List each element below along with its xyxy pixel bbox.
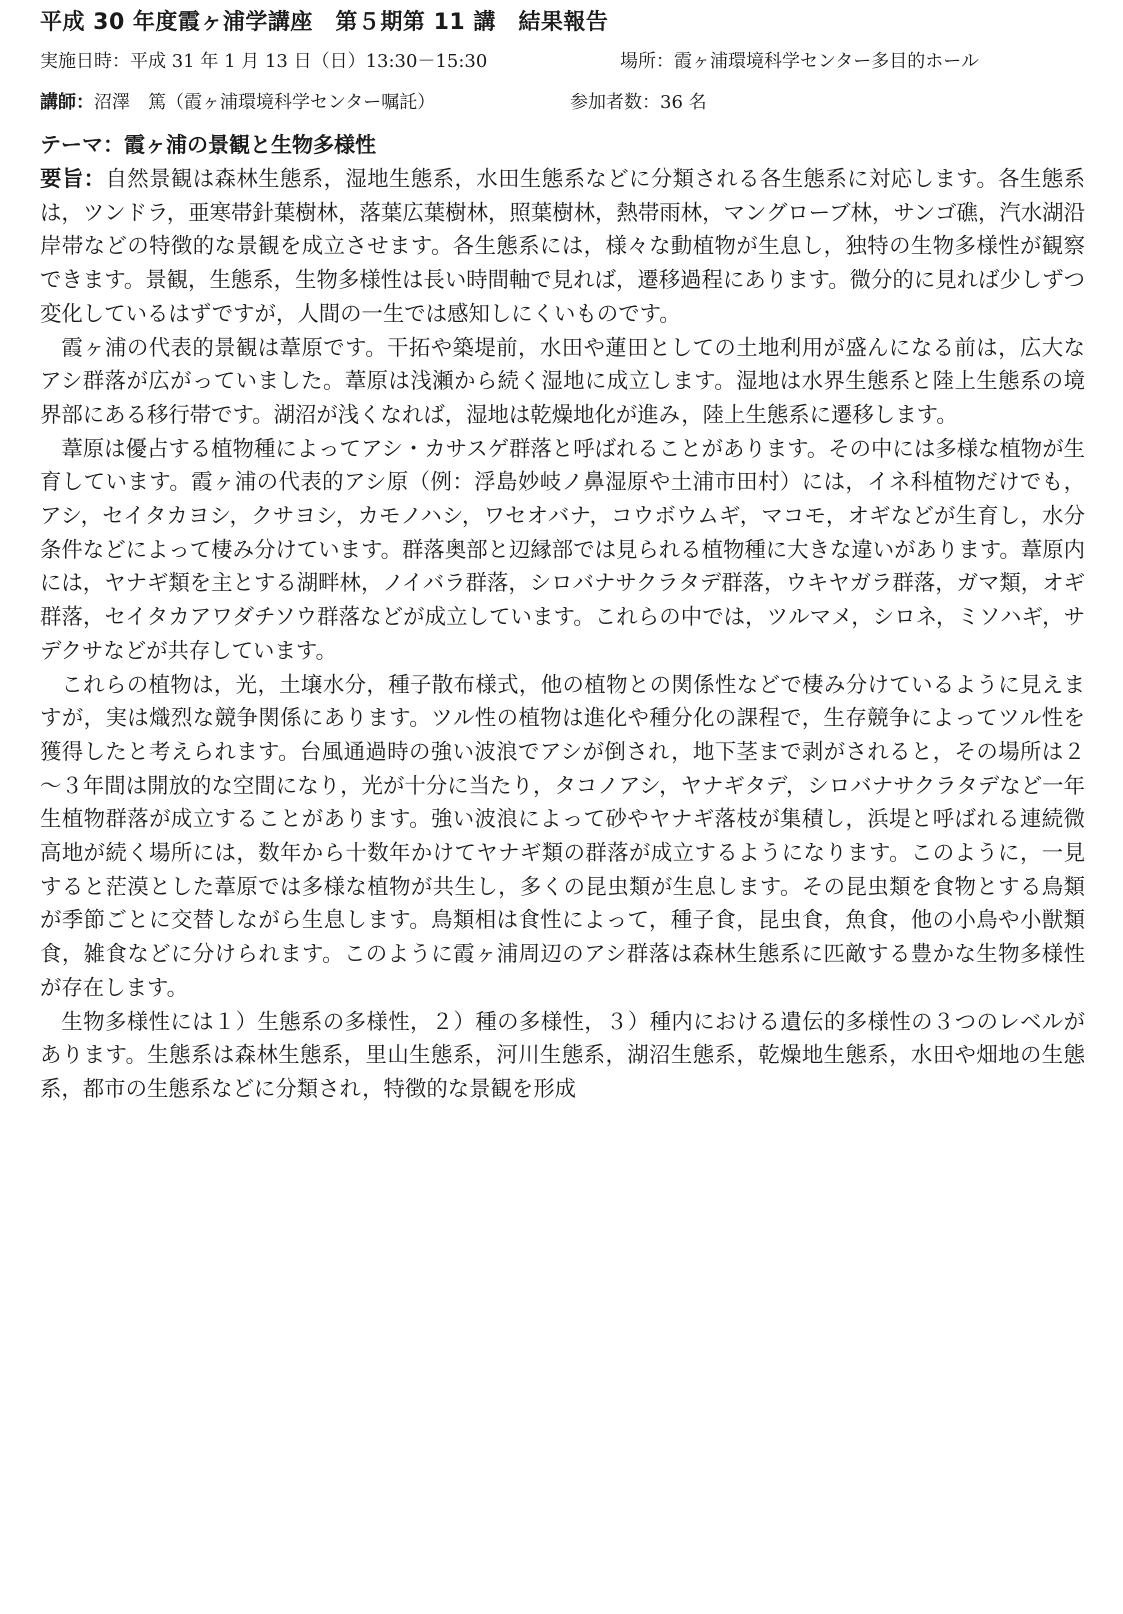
report-page: [40, 6, 1085, 1107]
body-paragraph: 葦原は優占する植物種によってアシ・カサスゲ群落と呼ばれることがあります。その中には多様な植物が生育しています。霞ヶ浦の代表的アシ原（例：浮島妙岐ノ鼻湿原や土浦市田村）には，イネ科植物だけでも，アシ，セイタカヨシ，クサヨシ，カモノハシ，ワセオバナ，コウボウムギ，マコモ，オギなどが生育し，水分条件などによって棲み分けています。群落奥部と辺縁部では見られる植物種に大きな違いがあります。葦原内には，ヤナギ類を主とする湖畔林，ノイバラ群落，シロバナサクラタデ群落，ウキヤガラ群落，ガマ類，オギ群落，セイタカアワダチソウ群落などが成立しています。これらの中では，ツルマメ，シロネ，ミソハギ，サデクサなどが共存しています。: [40, 436, 1085, 664]
lecturer-block: [40, 91, 435, 115]
body-paragraph: これらの植物は，光，土壌水分，種子散布様式，他の植物との関係性などで棲み分けているように見えますが，実は熾烈な競争関係にあります。ツル性の植物は進化や種分化の課程で，生存競争によってツル性を獲得したと考えられます。台風通過時の強い波浪でアシが倒され，地下茎まで剥がされると，その場所は２～３年間は開放的な空間になり，光が十分に当たり，タコノアシ，ヤナギタデ，シロバナサクラタデなど一年生植物群落が成立することがあります。強い波浪によって砂やヤナギ落枝が集積し，浜堤と呼ばれる連続微高地が続く場所には，数年から十数年かけてヤナギ類の群落が成立するようになります。このように，一見すると茫漠とした葦原では多様な植物が共生し，多くの昆虫類が生息します。その昆虫類を食物とする鳥類が季節ごとに交替しながら生息します。鳥類相は食性によって，種子食，昆虫食，魚食，他の小鳥や小獣類食，雑食などに分けられます。このように霞ヶ浦周辺のアシ群落は森林生態系に匹敵する豊かな生物多様性が存在します。: [40, 672, 1085, 1001]
body-paragraph: 生物多様性には１）生態系の多様性，２）種の多様性，３）種内における遺伝的多様性の３つのレベルがあります。生態系は森林生態系，里山生態系，河川生態系，湖沼生態系，乾燥地生態系，水田や畑地の生態系，都市の生態系などに分類され，特徴的な景観を形成: [40, 1009, 1085, 1102]
meta-row-date-place: [40, 50, 1085, 74]
theme-label: テーマ：: [40, 133, 124, 157]
body-paragraph: 霞ヶ浦の代表的景観は葦原です。干拓や築堤前，水田や蓮田としての土地利用が盛んになる前は，広大なアシ群落が広がっていました。葦原は浅瀬から続く湿地に成立します。湿地は水界生態系と陸上生態系の境界部にある移行帯です。湖沼が浅くなれば，湿地は乾燥地化が進み，陸上生態系に遷移します。: [40, 335, 1085, 428]
theme-heading: [40, 130, 1085, 160]
theme-value: 霞ヶ浦の景観と生物多様性: [124, 133, 376, 157]
date-value: 平成 31 年 1 月 13 日（日）13:30－15:30: [130, 51, 488, 72]
place-block: [620, 50, 979, 74]
lecturer-label: 講師：: [40, 92, 94, 113]
report-body: [40, 163, 1085, 1107]
meta-row-lecturer-attendees: [40, 91, 1085, 115]
attendees-label: 参加者数：: [570, 92, 660, 113]
summary-text: 自然景観は森林生態系，湿地生態系，水田生態系などに分類される各生態系に対応します。各生態系は，ツンドラ，亜寒帯針葉樹林，落葉広葉樹林，照葉樹林，熱帯雨林，マングローブ林，サンゴ礁，汽水湖沿岸帯などの特徴的な景観を成立させます。各生態系には，様々な動植物が生息し，独特の生物多様性が観察できます。景観，生態系，生物多様性は長い時間軸で見れば，遷移過程にあります。微分的に見れば少しずつ変化しているはずですが，人間の一生では感知しにくいものです。: [40, 167, 1085, 327]
lecturer-value: 沼澤 篤（霞ヶ浦環境科学センター嘱託）: [94, 92, 436, 113]
date-block: [40, 50, 487, 74]
attendees-block: [570, 91, 707, 115]
date-label: 実施日時：: [40, 51, 130, 72]
place-value: 霞ヶ浦環境科学センター多目的ホール: [674, 51, 979, 72]
report-title: 平成 30 年度霞ヶ浦学講座 第５期第 11 講 結果報告: [40, 10, 609, 35]
summary-label: 要旨：: [40, 167, 106, 192]
attendees-value: 36 名: [660, 92, 707, 113]
place-label: 場所：: [620, 51, 674, 72]
summary-paragraph: [40, 163, 1085, 332]
